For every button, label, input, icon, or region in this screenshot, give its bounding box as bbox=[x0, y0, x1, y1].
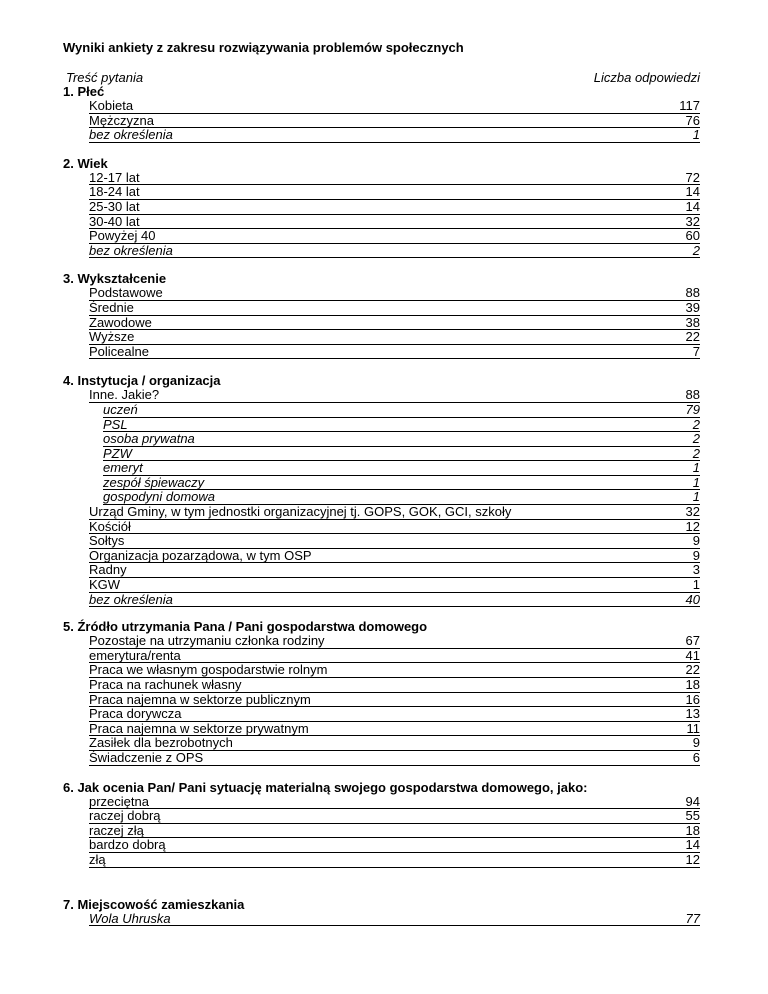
answer-row bbox=[89, 593, 700, 608]
survey-document bbox=[63, 40, 700, 926]
answer-row bbox=[89, 286, 700, 301]
answer-label: zespół śpiewaczy bbox=[103, 474, 205, 490]
survey-section bbox=[63, 374, 700, 607]
answer-row bbox=[89, 578, 700, 593]
answer-label: Policealne bbox=[89, 343, 149, 359]
answer-label: uczeń bbox=[103, 401, 138, 417]
answer-label: 30-40 lat bbox=[89, 213, 140, 229]
answer-count: 22 bbox=[685, 329, 700, 345]
answer-row bbox=[89, 534, 700, 549]
answer-label: Praca najemna w sektorze publicznym bbox=[89, 691, 311, 707]
answer-count: 9 bbox=[692, 547, 700, 563]
document-title: Wyniki ankiety z zakresu rozwiązywania problemów społecznych bbox=[63, 40, 464, 55]
survey-sections bbox=[63, 85, 700, 926]
answer-label: raczej złą bbox=[89, 822, 144, 838]
answer-row bbox=[103, 461, 700, 476]
answer-row bbox=[89, 722, 700, 737]
answer-label: osoba prywatna bbox=[103, 431, 195, 447]
answer-row bbox=[103, 447, 700, 462]
answer-label: Świadczenie z OPS bbox=[89, 749, 204, 765]
answer-count: 16 bbox=[685, 691, 700, 707]
answer-row bbox=[89, 345, 700, 360]
answer-row bbox=[89, 824, 700, 839]
answer-row bbox=[89, 185, 700, 200]
answer-label: Zawodowe bbox=[89, 314, 152, 330]
column-header-question: Treść pytania bbox=[66, 70, 144, 85]
answer-row bbox=[89, 520, 700, 535]
answer-count: 72 bbox=[685, 169, 700, 185]
answer-row bbox=[89, 634, 700, 649]
answer-count: 11 bbox=[686, 720, 700, 736]
answer-row bbox=[89, 388, 700, 403]
answer-row bbox=[89, 114, 700, 129]
answer-row bbox=[89, 795, 700, 810]
answer-label: Pozostaje na utrzymaniu członka rodziny bbox=[89, 633, 325, 649]
answer-label: PZW bbox=[103, 445, 132, 461]
answer-count: 2 bbox=[692, 242, 700, 258]
question-title: 2. Wiek bbox=[63, 155, 108, 171]
answer-count: 6 bbox=[692, 749, 700, 765]
answer-label: Praca najemna w sektorze prywatnym bbox=[89, 720, 309, 736]
answer-label: 25-30 lat bbox=[89, 198, 140, 214]
answer-label: Inne. Jakie? bbox=[89, 387, 160, 403]
answer-row bbox=[89, 171, 700, 186]
question-title: 5. Źródło utrzymania Pana / Pani gospodarstwa domowego bbox=[63, 619, 428, 635]
answer-label: emerytura/renta bbox=[89, 647, 181, 663]
answer-row bbox=[89, 649, 700, 664]
answer-label: Mężczyzna bbox=[89, 112, 155, 128]
answer-row bbox=[89, 736, 700, 751]
answer-count: 1 bbox=[692, 577, 700, 593]
question-title: 4. Instytucja / organizacja bbox=[63, 373, 221, 389]
answer-count: 1 bbox=[692, 460, 700, 476]
answer-count: 55 bbox=[685, 808, 700, 824]
answer-row bbox=[103, 476, 700, 491]
answer-label: 18-24 lat bbox=[89, 184, 140, 200]
answer-count: 12 bbox=[685, 851, 700, 867]
answer-label: Powyżej 40 bbox=[89, 228, 156, 244]
answer-label: Kościół bbox=[89, 518, 131, 534]
answer-row bbox=[89, 838, 700, 853]
answer-row bbox=[89, 215, 700, 230]
answer-row bbox=[89, 99, 700, 114]
question-title: 6. Jak ocenia Pan/ Pani sytuację materialną swojego gospodarstwa domowego, jako: bbox=[63, 779, 588, 795]
answer-row bbox=[103, 418, 700, 433]
answer-count: 13 bbox=[685, 706, 700, 722]
answer-label: Praca dorywcza bbox=[89, 706, 182, 722]
answer-count: 1 bbox=[692, 489, 700, 505]
answer-count: 9 bbox=[692, 533, 700, 549]
answer-label: Zasiłek dla bezrobotnych bbox=[89, 735, 233, 751]
answer-label: PSL bbox=[103, 416, 128, 432]
answer-row bbox=[89, 128, 700, 143]
answer-count: 22 bbox=[685, 662, 700, 678]
answer-row bbox=[89, 663, 700, 678]
survey-section bbox=[63, 157, 700, 259]
survey-section bbox=[63, 272, 700, 359]
answer-count: 2 bbox=[692, 445, 700, 461]
answer-row bbox=[89, 301, 700, 316]
answer-count: 60 bbox=[685, 228, 700, 244]
answer-label: bez określenia bbox=[89, 242, 173, 258]
answer-count: 79 bbox=[685, 401, 700, 417]
answer-row bbox=[89, 563, 700, 578]
answer-label: Urząd Gminy, w tym jednostki organizacyjnej tj. GOPS, GOK, GCI, szkoły bbox=[89, 504, 512, 520]
answer-row bbox=[89, 330, 700, 345]
answer-count: 3 bbox=[692, 562, 700, 578]
answer-label: bez określenia bbox=[89, 127, 173, 143]
answer-row bbox=[89, 229, 700, 244]
answer-row bbox=[89, 853, 700, 868]
answer-count: 41 bbox=[685, 647, 700, 663]
question-title: 1. Płeć bbox=[63, 84, 105, 99]
answer-count: 2 bbox=[692, 431, 700, 447]
answer-row bbox=[89, 678, 700, 693]
answer-count: 12 bbox=[685, 518, 700, 534]
answer-count: 40 bbox=[685, 591, 700, 607]
answer-count: 94 bbox=[685, 793, 700, 809]
answer-label: Średnie bbox=[89, 299, 134, 315]
answer-label: Praca we własnym gospodarstwie rolnym bbox=[89, 662, 328, 678]
answer-count: 2 bbox=[692, 416, 700, 432]
answer-count: 14 bbox=[685, 184, 700, 200]
answer-label: złą bbox=[89, 851, 106, 867]
survey-section bbox=[63, 898, 700, 927]
survey-section bbox=[63, 85, 700, 143]
answer-row bbox=[89, 244, 700, 259]
answer-count: 67 bbox=[685, 633, 700, 649]
answer-count: 1 bbox=[692, 474, 700, 490]
answer-count: 76 bbox=[685, 112, 700, 128]
answer-label: Kobieta bbox=[89, 98, 134, 113]
answer-label: Praca na rachunek własny bbox=[89, 677, 242, 692]
answer-count: 88 bbox=[685, 387, 700, 403]
question-title: 7. Miejscowość zamieszkania bbox=[63, 896, 245, 912]
answer-row bbox=[89, 505, 700, 520]
answer-label: 12-17 lat bbox=[89, 169, 140, 185]
answer-label: Organizacja pozarządowa, w tym OSP bbox=[89, 547, 312, 563]
answer-count: 32 bbox=[685, 504, 700, 520]
answer-row bbox=[89, 751, 700, 766]
answer-label: przeciętna bbox=[89, 793, 149, 809]
answer-row bbox=[89, 316, 700, 331]
answer-count: 117 bbox=[679, 98, 700, 113]
answer-label: bez określenia bbox=[89, 591, 173, 607]
answer-count: 39 bbox=[685, 299, 700, 315]
answer-label: Radny bbox=[89, 562, 127, 578]
answer-label: KGW bbox=[89, 577, 121, 593]
answer-count: 14 bbox=[685, 198, 700, 214]
column-headers bbox=[63, 70, 700, 85]
answer-count: 18 bbox=[685, 822, 700, 838]
answer-row bbox=[103, 403, 700, 418]
answer-row bbox=[89, 200, 700, 215]
answer-count: 14 bbox=[685, 837, 700, 853]
answer-count: 7 bbox=[692, 343, 700, 359]
answer-row bbox=[89, 809, 700, 824]
survey-section bbox=[63, 620, 700, 765]
answer-label: Podstawowe bbox=[89, 285, 163, 301]
survey-section bbox=[63, 781, 700, 868]
answer-label: gospodyni domowa bbox=[103, 489, 216, 505]
answer-row bbox=[103, 432, 700, 447]
answer-row bbox=[89, 693, 700, 708]
answer-count: 18 bbox=[685, 677, 700, 692]
answer-label: Wyższe bbox=[89, 329, 135, 345]
question-title: 3. Wykształcenie bbox=[63, 271, 167, 287]
answer-label: Wola Uhruska bbox=[89, 910, 171, 926]
answer-row bbox=[103, 490, 700, 505]
answer-label: raczej dobrą bbox=[89, 808, 161, 824]
answer-row bbox=[89, 549, 700, 564]
answer-label: Sołtys bbox=[89, 533, 125, 549]
answer-count: 32 bbox=[685, 213, 700, 229]
answer-count: 38 bbox=[685, 314, 700, 330]
answer-count: 88 bbox=[685, 285, 700, 301]
answer-count: 1 bbox=[692, 127, 700, 143]
answer-row bbox=[89, 707, 700, 722]
answer-label: bardzo dobrą bbox=[89, 837, 166, 853]
answer-label: emeryt bbox=[103, 460, 143, 476]
answer-count: 77 bbox=[685, 910, 700, 926]
answer-row bbox=[89, 912, 700, 927]
column-header-count: Liczba odpowiedzi bbox=[593, 70, 700, 85]
answer-count: 9 bbox=[692, 735, 700, 751]
